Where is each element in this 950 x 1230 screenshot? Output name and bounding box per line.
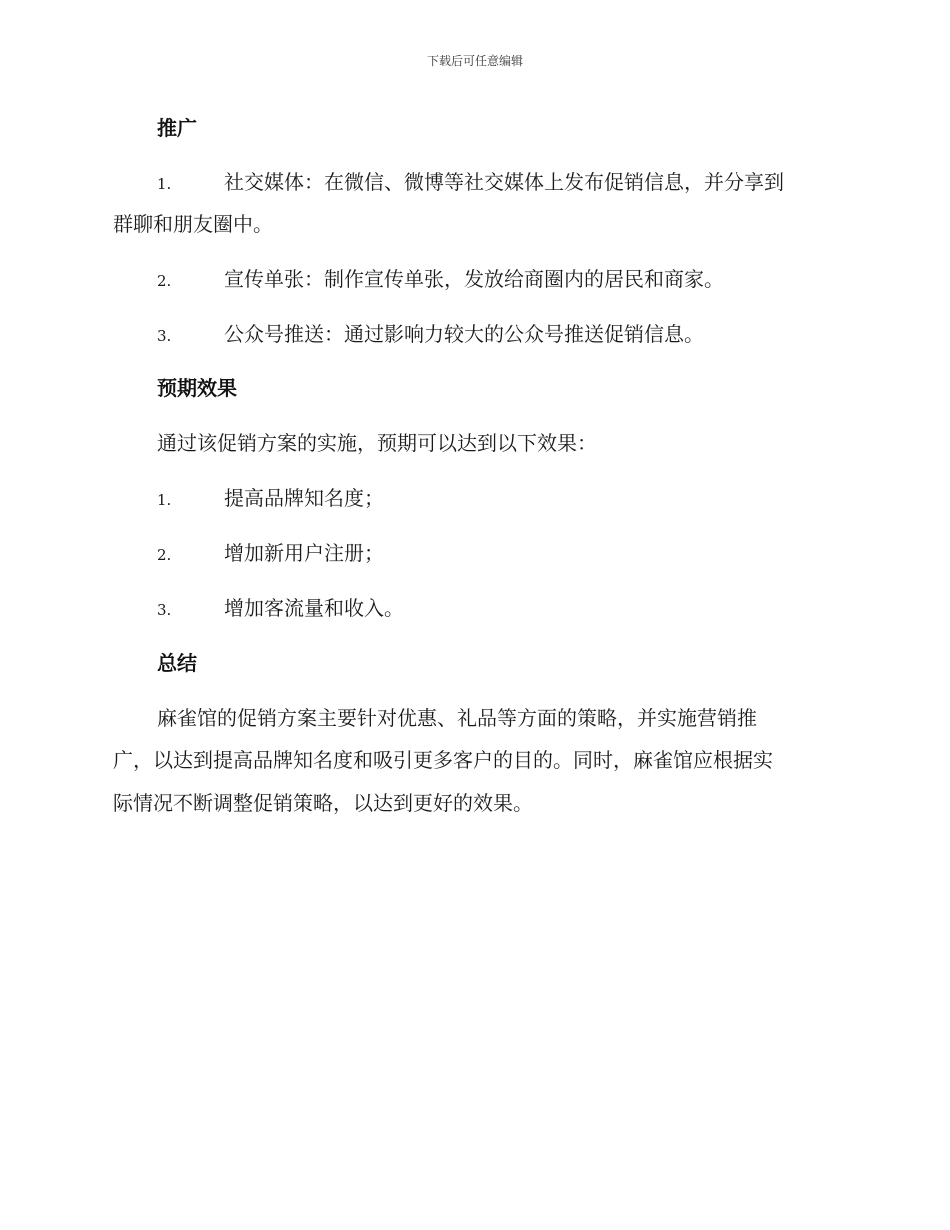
- page-header: 下载后可任意编辑: [426, 54, 523, 68]
- list-number: 3.: [157, 327, 172, 345]
- list-text: 宣传单张：制作宣传单张，发放给商圈内的居民和商家。: [224, 267, 724, 291]
- summary-line-2: 广，以达到提高品牌知名度和吸引更多客户的目的。同时，麻雀馆应根据实: [113, 748, 773, 772]
- list-text: 公众号推送：通过影响力较大的公众号推送促销信息。: [224, 322, 704, 346]
- list-text: 提高品牌知名度；: [224, 486, 384, 510]
- list-number: 3.: [157, 601, 172, 619]
- promotion-list-item-1-continuation: 群聊和朋友圈中。: [113, 212, 273, 236]
- list-text: 增加新用户注册；: [224, 541, 384, 565]
- list-number: 2.: [157, 546, 172, 564]
- list-number: 1.: [157, 491, 172, 509]
- list-number: 2.: [157, 272, 172, 290]
- section-heading-expected-effects: 预期效果: [157, 376, 237, 400]
- list-text: 增加客流量和收入。: [224, 596, 404, 620]
- list-number: 1.: [157, 175, 172, 193]
- section-heading-promotion: 推广: [157, 116, 197, 140]
- list-text: 社交媒体：在微信、微博等社交媒体上发布促销信息，并分享到: [224, 170, 784, 194]
- summary-line-1: 麻雀馆的促销方案主要针对优惠、礼品等方面的策略，并实施营销推: [157, 706, 757, 730]
- section-heading-summary: 总结: [157, 651, 197, 675]
- effects-intro: 通过该促销方案的实施，预期可以达到以下效果：: [157, 431, 597, 455]
- summary-line-3: 际情况不断调整促销策略，以达到更好的效果。: [113, 791, 533, 815]
